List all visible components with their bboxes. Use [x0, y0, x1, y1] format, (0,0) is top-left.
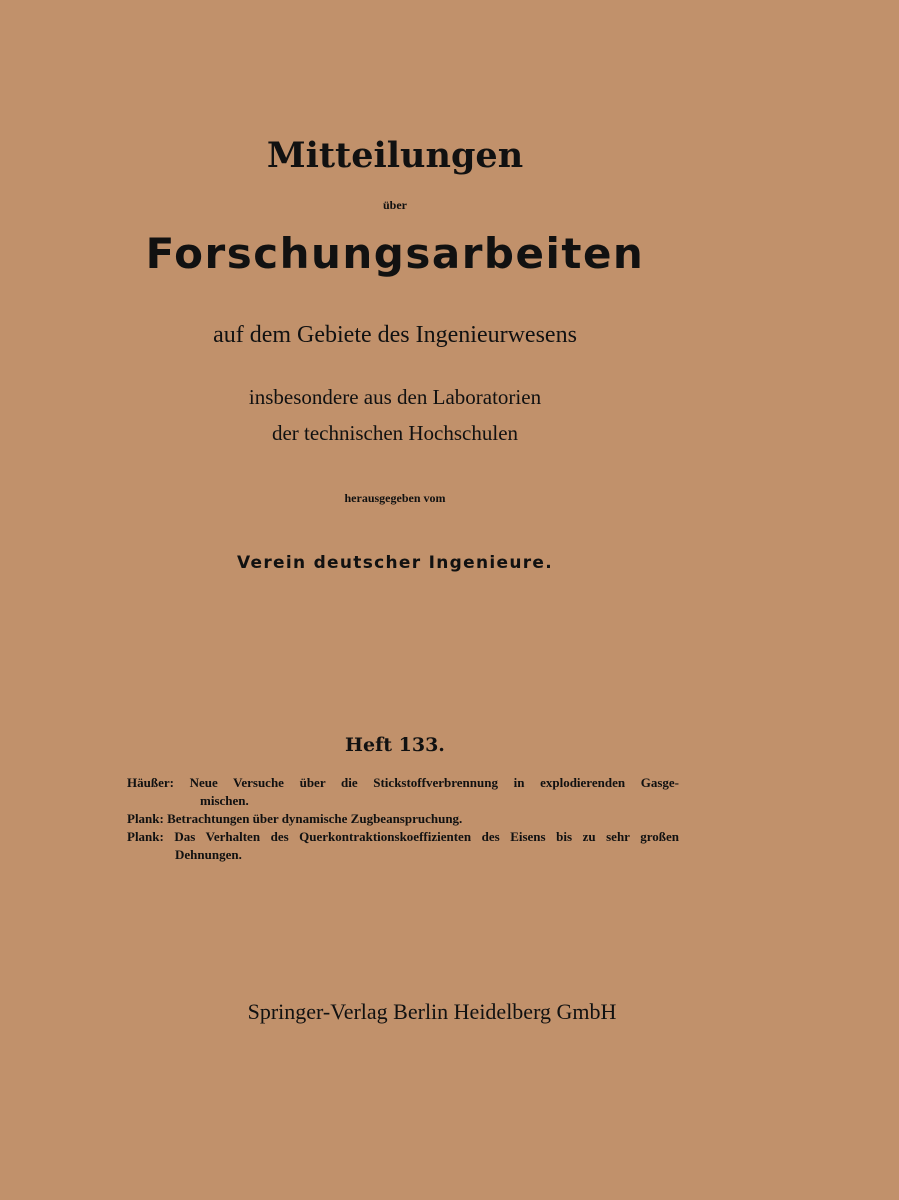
- title-line-2: Forschungsarbeiten: [145, 229, 645, 278]
- subtitle-line-3: der technischen Hochschulen: [271, 421, 519, 445]
- issue-number: Heft 133.: [345, 734, 445, 756]
- subtitle-line-1: auf dem Gebiete des Ingenieurwesens: [213, 322, 577, 348]
- contents-title: Betrachtungen über dynamische Zugbeanspruchung.: [167, 811, 463, 826]
- contents-title: Neue Versuche über die Stickstoffverbrennung in explodierenden Gasge-: [189, 775, 679, 790]
- contents-entry-line: [127, 774, 679, 792]
- contents-title-continuation: Dehnungen.: [175, 847, 242, 862]
- contents-author: Plank:: [127, 829, 164, 844]
- contents-author: Plank:: [127, 811, 164, 826]
- contents-author: Häußer:: [127, 775, 174, 790]
- edited-by-label: herausgegeben vom: [344, 491, 446, 505]
- table-of-contents: [127, 774, 679, 864]
- subtitle-line-2: insbesondere aus den Laboratorien: [248, 385, 542, 409]
- contents-entry: [127, 810, 679, 828]
- contents-entry-line: [127, 810, 679, 828]
- contents-title: Das Verhalten des Querkontraktionskoeffizienten des Eisens bis zu sehr großen: [174, 829, 680, 844]
- contents-title-continuation: mischen.: [200, 793, 249, 808]
- contents-entry: [127, 774, 679, 810]
- title-line-1: Mitteilungen: [266, 135, 524, 176]
- contents-entry-line: [127, 828, 679, 846]
- contents-entry: [127, 828, 679, 864]
- publisher-name: Springer-Verlag Berlin Heidelberg GmbH: [247, 999, 617, 1024]
- publishing-organization: Verein deutscher Ingenieure.: [236, 553, 554, 573]
- title-connector: über: [383, 198, 407, 212]
